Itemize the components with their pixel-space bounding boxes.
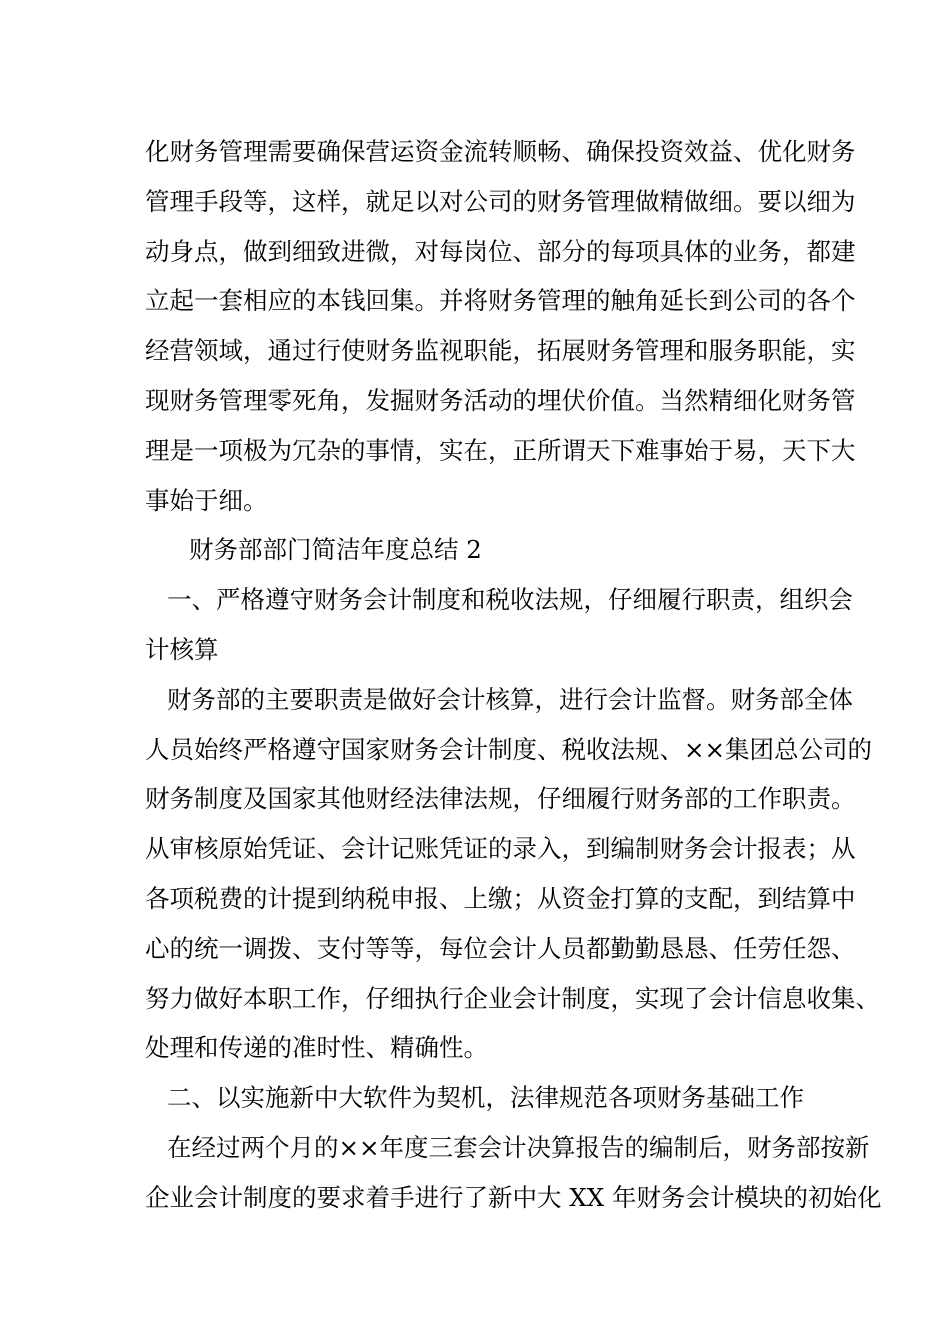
text-line: 处理和传递的准时性、精确性。 bbox=[145, 1033, 488, 1063]
text-line: 人员始终严格遵守国家财务会计制度、税收法规、××集团总公司的 bbox=[145, 734, 873, 764]
document-body bbox=[145, 127, 882, 1223]
text-line: 立起一套相应的本钱回集。并将财务管理的触角延长到公司的各个 bbox=[145, 286, 856, 316]
text-line: 财务部的主要职责是做好会计核算，进行会计监督。财务部全体 bbox=[167, 684, 853, 714]
text-line: 化财务管理需要确保营运资金流转顺畅、确保投资效益、优化财务 bbox=[145, 137, 856, 166]
text-line: 从审核原始凭证、会计记账凭证的录入，到编制财务会计报表；从 bbox=[145, 834, 856, 864]
paragraph-1 bbox=[145, 127, 856, 525]
text-line: 企业会计制度的要求着手进行了新中大 XX 年财务会计模块的初始化 bbox=[145, 1182, 882, 1212]
text-line: 各项税费的计提到纳税申报、上缴；从资金打算的支配，到结算中 bbox=[145, 883, 856, 913]
text-line: 心的统一调拨、支付等等，每位会计人员都勤勤恳恳、任劳任怨、 bbox=[145, 933, 856, 963]
text-line: 努力做好本职工作，仔细执行企业会计制度，实现了会计信息收集、 bbox=[145, 983, 880, 1013]
text-line: 事始于细。 bbox=[145, 485, 268, 515]
heading-2: 二、以实施新中大软件为契机，法律规范各项财务基础工作 bbox=[167, 1083, 804, 1113]
text-line: 财务制度及国家其他财经法律法规，仔细履行财务部的工作职责。 bbox=[145, 784, 856, 814]
text-line: 动身点，做到细致进微，对每岗位、部分的每项具体的业务，都建 bbox=[145, 236, 856, 266]
paragraph-2 bbox=[145, 675, 880, 1073]
heading-line: 计核算 bbox=[145, 634, 219, 664]
text-line: 经营领域，通过行使财务监视职能，拓展财务管理和服务职能，实 bbox=[145, 336, 856, 366]
heading-line: 一、严格遵守财务会计制度和税收法规，仔细履行职责，组织会 bbox=[167, 585, 853, 615]
section-title: 财务部部门简洁年度总结 2 bbox=[189, 535, 482, 565]
text-line: 在经过两个月的××年度三套会计决算报告的编制后，财务部按新 bbox=[167, 1132, 870, 1162]
heading-1 bbox=[145, 575, 853, 675]
paragraph-3 bbox=[145, 1123, 882, 1223]
text-line: 管理手段等，这样，就足以对公司的财务管理做精做细。要以细为 bbox=[145, 186, 856, 216]
text-line: 理是一项极为冗杂的事情，实在，正所谓天下难事始于易，天下大 bbox=[145, 435, 856, 465]
text-line: 现财务管理零死角，发掘财务活动的埋伏价值。当然精细化财务管 bbox=[145, 385, 856, 415]
